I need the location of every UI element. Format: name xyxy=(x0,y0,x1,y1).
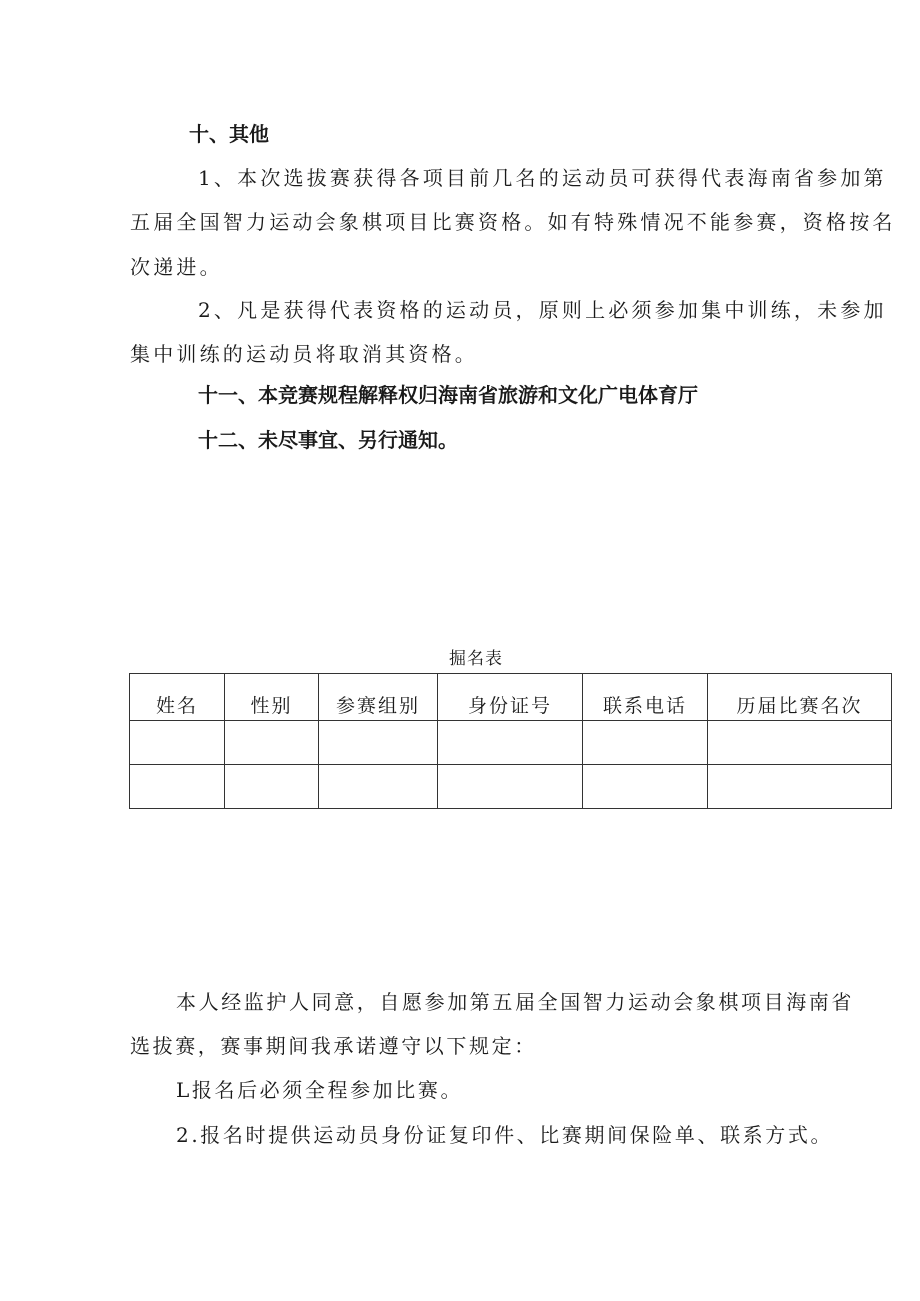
table-row xyxy=(130,765,892,809)
registration-table xyxy=(129,673,892,809)
table-cell[interactable] xyxy=(130,721,225,765)
section-10-item-2-line-1: 2、凡是获得代表资格的运动员，原则上必须参加集中训练，未参加 xyxy=(198,298,887,322)
table-cell[interactable] xyxy=(708,765,892,809)
pledge-rule-2: 2.报名时提供运动员身份证复印件、比赛期间保险单、联系方式。 xyxy=(176,1123,834,1147)
table-cell[interactable] xyxy=(438,721,583,765)
table-row xyxy=(130,721,892,765)
section-10-item-1-line-2: 五届全国智力运动会象棋项目比赛资格。如有特殊情况不能参赛，资格按名 xyxy=(130,210,896,234)
section-10-item-1-line-1: 1、本次选拔赛获得各项目前几名的运动员可获得代表海南省参加第 xyxy=(198,166,887,190)
section-10-item-2-line-2: 集中训练的运动员将取消其资格。 xyxy=(130,342,478,366)
pledge-rule-1: L报名后必须全程参加比赛。 xyxy=(176,1078,464,1102)
table-cell[interactable] xyxy=(438,765,583,809)
section-12-title: 十二、未尽事宜、另行通知。 xyxy=(198,428,458,452)
section-10-item-1-line-3: 次递进。 xyxy=(130,255,223,279)
pledge-line-1: 本人经监护人同意，自愿参加第五届全国智力运动会象棋项目海南省 xyxy=(176,990,854,1014)
table-cell[interactable] xyxy=(130,765,225,809)
table-cell[interactable] xyxy=(319,721,438,765)
table-cell[interactable] xyxy=(225,765,319,809)
header-gender: 性别 xyxy=(225,674,319,721)
section-11-title: 十一、本竞赛规程解释权归海南省旅游和文化广电体育厅 xyxy=(198,383,698,407)
table-cell[interactable] xyxy=(708,721,892,765)
registration-table-caption: 掘名表 xyxy=(449,649,503,669)
header-id-number: 身份证号 xyxy=(438,674,583,721)
section-10-title: 十、其他 xyxy=(189,122,269,146)
table-cell[interactable] xyxy=(319,765,438,809)
header-phone: 联系电话 xyxy=(583,674,708,721)
table-header-row xyxy=(130,674,892,721)
table-cell[interactable] xyxy=(583,721,708,765)
header-past-ranking: 历届比赛名次 xyxy=(708,674,892,721)
header-group: 参赛组别 xyxy=(319,674,438,721)
table-cell[interactable] xyxy=(583,765,708,809)
header-name: 姓名 xyxy=(130,674,225,721)
table-cell[interactable] xyxy=(225,721,319,765)
pledge-line-2: 选拔赛，赛事期间我承诺遵守以下规定： xyxy=(130,1034,537,1058)
